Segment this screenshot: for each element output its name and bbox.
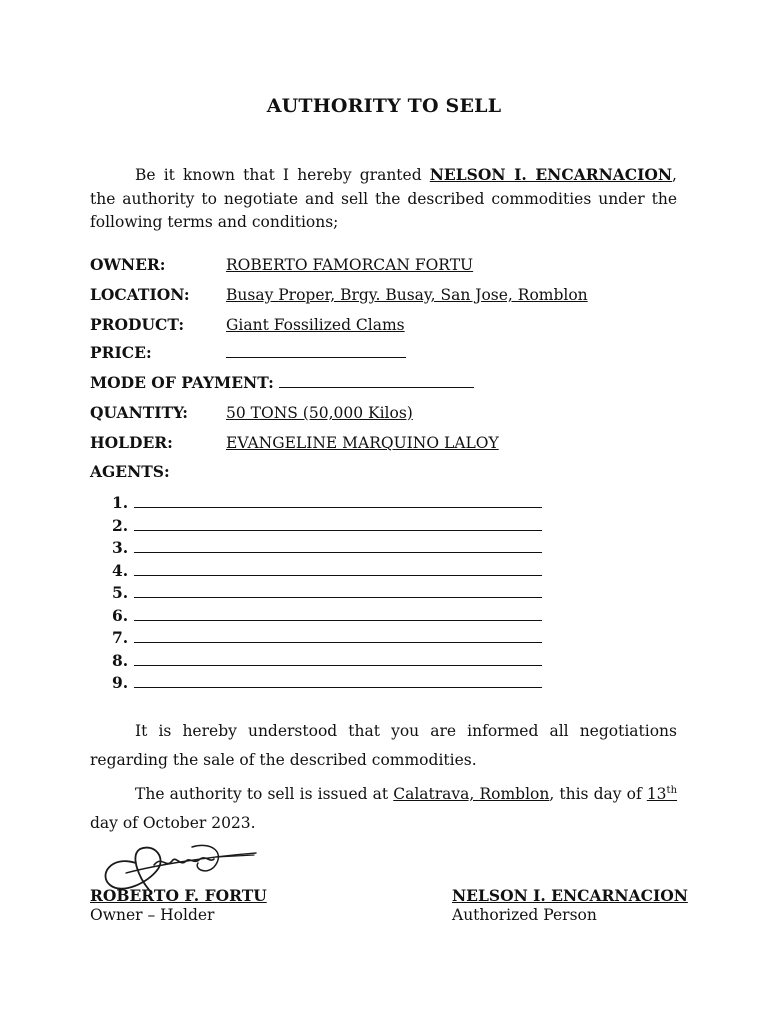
agent-row — [112, 650, 542, 673]
intro-paragraph — [90, 163, 677, 235]
agent-row — [112, 515, 542, 538]
agent-row — [112, 582, 542, 605]
issue-day-number: 13 — [646, 785, 667, 804]
location-label: LOCATION: — [90, 285, 190, 304]
agent-blank-line — [134, 582, 542, 598]
price-label: PRICE: — [90, 343, 152, 362]
agent-row — [112, 537, 542, 560]
agent-blank-line — [134, 672, 542, 688]
mode-of-payment-label: MODE OF PAYMENT: — [90, 373, 274, 392]
issue-place: Calatrava, Romblon — [393, 785, 550, 804]
closing-paragraph-2 — [90, 776, 677, 838]
agent-number: 3. — [112, 538, 129, 557]
agent-blank-line — [134, 605, 542, 621]
right-signatory-role: Authorized Person — [452, 906, 597, 924]
agent-number: 1. — [112, 493, 129, 512]
price-blank — [226, 342, 406, 364]
issue-day-suffix: th — [666, 785, 678, 796]
closing-paragraph-1 — [90, 717, 677, 775]
agents-list — [112, 492, 542, 695]
closing-text-2-before: The authority to sell is issued at — [135, 785, 394, 804]
quantity-field — [90, 402, 413, 424]
agent-blank-line — [134, 627, 542, 643]
agent-row — [112, 560, 542, 583]
owner-value: ROBERTO FAMORCAN FORTU — [226, 256, 474, 274]
price-blank-line — [226, 342, 406, 358]
agent-row — [112, 605, 542, 628]
closing-text-2-after: day of October 2023. — [90, 814, 256, 833]
agent-blank-line — [134, 650, 542, 666]
holder-field — [90, 432, 499, 454]
owner-field — [90, 254, 474, 276]
agent-row — [112, 627, 542, 650]
grantee-name: NELSON I. ENCARNACION — [429, 165, 673, 184]
location-field — [90, 284, 588, 306]
agent-row — [112, 672, 542, 695]
quantity-value: 50 TONS (50,000 Kilos) — [226, 404, 413, 422]
closing-text-1: It is hereby understood that you are informed all negotiations regarding the sale of the described commodities. — [90, 722, 677, 769]
holder-label: HOLDER: — [90, 433, 173, 452]
agent-blank-line — [134, 537, 542, 553]
closing-text-2-mid: , this day of — [549, 785, 647, 804]
owner-label: OWNER: — [90, 255, 166, 274]
left-signatory-name: ROBERTO F. FORTU — [90, 886, 267, 905]
product-label: PRODUCT: — [90, 315, 185, 334]
issue-day — [647, 785, 677, 803]
agent-number: 6. — [112, 605, 129, 625]
agents-field — [90, 461, 170, 483]
agent-number: 7. — [112, 628, 129, 647]
right-signatory-name: NELSON I. ENCARNACION — [452, 886, 688, 905]
price-field — [90, 342, 152, 364]
mode-of-payment-field — [90, 372, 474, 394]
left-signatory-role: Owner – Holder — [90, 906, 215, 924]
intro-text-before: Be it known that I hereby granted — [135, 166, 430, 184]
product-value: Giant Fossilized Clams — [226, 316, 405, 334]
agent-number: 2. — [112, 515, 129, 535]
agent-number: 8. — [112, 650, 129, 670]
document-title: AUTHORITY TO SELL — [266, 95, 502, 117]
holder-value: EVANGELINE MARQUINO LALOY — [226, 434, 499, 452]
agent-blank-line — [134, 560, 542, 576]
agent-blank-line — [134, 515, 542, 531]
agent-number: 9. — [112, 673, 129, 692]
agents-label: AGENTS: — [90, 462, 170, 481]
agent-blank-line — [134, 492, 542, 508]
agent-number: 4. — [112, 560, 129, 580]
intro-text-after: , the authority to negotiate and sell the described commodities under the following terms and conditions; — [90, 166, 677, 231]
product-field — [90, 314, 405, 336]
agent-number: 5. — [112, 583, 129, 602]
mode-of-payment-blank-line — [279, 372, 474, 388]
location-value: Busay Proper, Brgy. Busay, San Jose, Romblon — [226, 286, 588, 304]
agent-row — [112, 492, 542, 515]
quantity-label: QUANTITY: — [90, 403, 188, 422]
